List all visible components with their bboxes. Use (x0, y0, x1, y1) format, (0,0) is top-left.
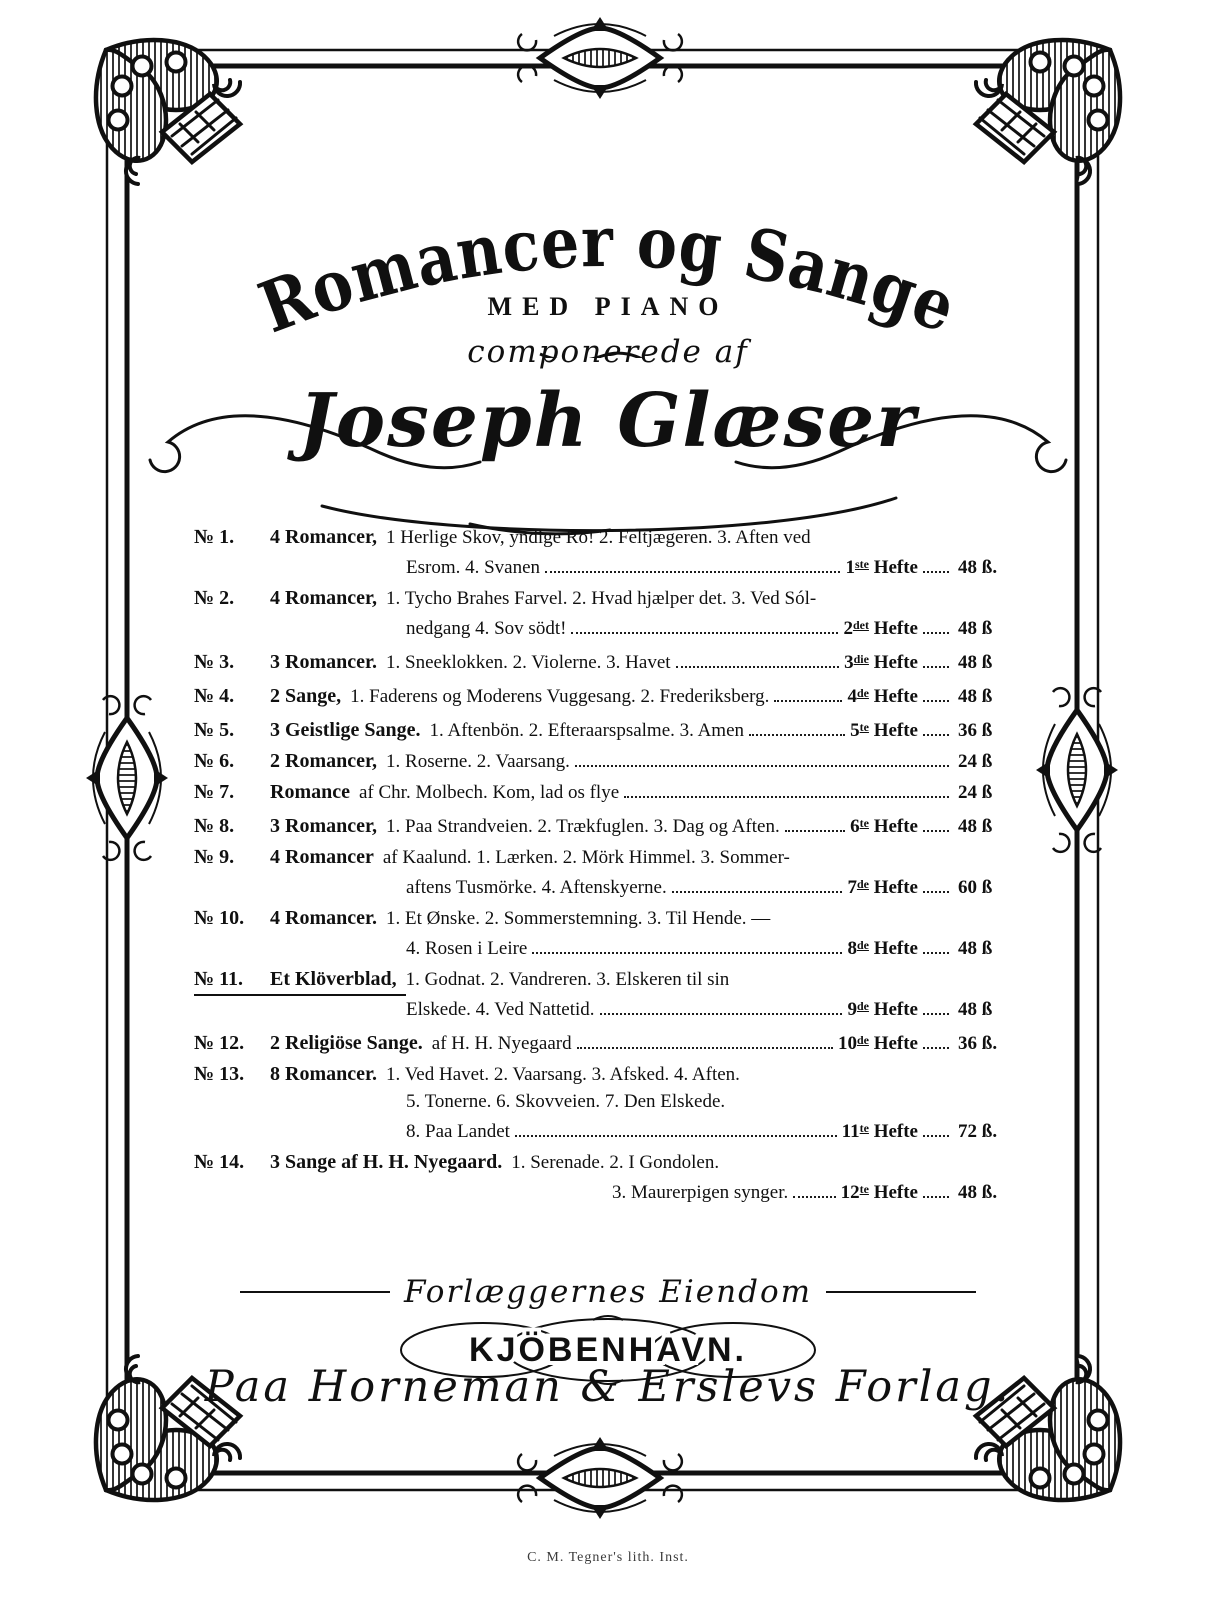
item-price: 48 ß (958, 652, 993, 673)
item-text: 1. Tycho Brahes Farvel. 2. Hvad hjælper det. 3. Ved Sól- (386, 588, 817, 609)
hefte-label (850, 810, 918, 840)
dotted-leader (515, 1119, 837, 1137)
hefte-number: 3 (844, 652, 854, 673)
catalog-line (194, 1149, 1010, 1176)
item-number: № 13. (194, 1063, 245, 1085)
catalog-item (194, 810, 1010, 840)
hefte-word: Hefte (873, 938, 918, 959)
hefte-ordinal: de (856, 686, 869, 700)
item-price: 48 ß (958, 618, 993, 639)
catalog-line (194, 844, 1010, 871)
item-title: 3 Geistlige Sange. (270, 719, 421, 741)
underline-wrap (194, 966, 406, 996)
dotted-leader (923, 718, 949, 736)
item-text: af Kaalund. 1. Lærken. 2. Mörk Himmel. 3. Sommer- (382, 847, 790, 868)
hefte-word: Hefte (873, 816, 918, 837)
item-title: 4 Romancer, (270, 526, 378, 548)
catalog-line (194, 1061, 1010, 1088)
dotted-leader (923, 814, 949, 832)
dotted-leader (749, 718, 845, 736)
catalog-item (194, 646, 1010, 676)
dotted-leader (672, 875, 843, 893)
item-text: 5. Tonerne. 6. Skovveien. 7. Den Elskede. (406, 1091, 726, 1112)
item-number: № 4. (194, 685, 235, 707)
item-number: № 1. (194, 526, 235, 548)
hefte-word: Hefte (873, 618, 918, 639)
catalog-item (194, 524, 1010, 581)
item-title: 3 Romancer. (270, 651, 378, 673)
item-price: 48 ß (958, 938, 993, 959)
catalog-line (194, 905, 1010, 932)
hefte-label (844, 646, 918, 676)
item-text: af H. H. Nyegaard (431, 1033, 572, 1054)
dotted-leader (923, 684, 949, 702)
item-text: 4. Rosen i Leire (406, 938, 528, 959)
dotted-leader (923, 997, 949, 1015)
hefte-number: 5 (850, 720, 860, 741)
item-text: Esrom. 4. Svanen (406, 557, 541, 578)
catalog-line (194, 714, 1010, 744)
hefte-ordinal: de (856, 1033, 869, 1047)
hefte-ordinal: de (856, 938, 869, 952)
item-text: 1. Sneeklokken. 2. Violerne. 3. Havet (386, 652, 671, 673)
item-price: 24 ß (958, 782, 993, 803)
rule-right (826, 1291, 976, 1294)
item-number: № 5. (194, 719, 235, 741)
hefte-word: Hefte (873, 1033, 918, 1054)
catalog-item (194, 966, 1010, 1023)
hefte-number: 8 (847, 938, 857, 959)
item-price: 48 ß (958, 686, 993, 707)
hefte-word: Hefte (873, 557, 918, 578)
catalog-line (194, 779, 1010, 806)
hefte-label (847, 871, 918, 901)
catalog-line (194, 1027, 1010, 1057)
item-text: 1. Roserne. 2. Vaarsang. (386, 751, 570, 772)
dotted-leader (600, 997, 843, 1015)
item-text: 1. Aftenbön. 2. Efteraarspsalme. 3. Amen (429, 720, 745, 741)
catalog-line (194, 810, 1010, 840)
item-number: № 8. (194, 815, 235, 837)
item-number: № 2. (194, 587, 235, 609)
dotted-leader (923, 616, 949, 634)
hefte-ordinal: te (859, 1121, 869, 1135)
hefte-word: Hefte (873, 877, 918, 898)
item-text: 1. Faderens og Moderens Vuggesang. 2. Frederiksberg. (350, 686, 770, 707)
dotted-leader (923, 1031, 949, 1049)
catalog-line (194, 748, 1010, 775)
item-title: 3 Sange af H. H. Nyegaard. (270, 1151, 503, 1173)
catalog-line (194, 932, 1010, 962)
item-number: № 3. (194, 651, 235, 673)
hefte-number: 7 (847, 877, 857, 898)
main-title-arch (0, 128, 1216, 358)
item-price: 48 ß. (958, 557, 998, 578)
hefte-word: Hefte (873, 652, 918, 673)
hefte-label (845, 551, 918, 581)
item-number: № 10. (194, 907, 245, 929)
item-text: 1. Et Ønske. 2. Sommerstemning. 3. Til Hende. — (386, 908, 771, 929)
item-text: 1 Herlige Skov, yndige Ro! 2. Feltjægeren. 3. Aften ved (386, 527, 811, 548)
imprint-line: C. M. Tegner's lith. Inst. (527, 1550, 689, 1565)
dotted-leader (577, 1031, 833, 1049)
hefte-number: 2 (843, 618, 853, 639)
catalog-item (194, 585, 1010, 642)
property-line (0, 1274, 1216, 1310)
hefte-label (847, 993, 918, 1023)
item-title: Et Klöverblad, (270, 968, 397, 990)
cartouche-right-center (1036, 688, 1118, 852)
item-text: Elskede. 4. Ved Nattetid. (406, 999, 595, 1020)
byline: componerede af (467, 334, 749, 370)
catalog-line (194, 1088, 1010, 1115)
dotted-leader (676, 650, 840, 668)
catalog-item (194, 905, 1010, 962)
hefte-ordinal: te (859, 720, 869, 734)
item-text: 1. Godnat. 2. Vandreren. 3. Elskeren til sin (405, 969, 730, 990)
catalog-line (194, 551, 1010, 581)
hefte-number: 9 (847, 999, 857, 1020)
item-price: 36 ß (958, 720, 993, 741)
hefte-ordinal: die (853, 652, 869, 666)
catalog-line (194, 585, 1010, 612)
dotted-leader (923, 936, 949, 954)
catalog-item (194, 680, 1010, 710)
item-text: 1. Paa Strandveien. 2. Trækfuglen. 3. Dag og Aften. (386, 816, 780, 837)
cartouche-top-center (518, 17, 682, 99)
hefte-ordinal: de (856, 877, 869, 891)
hefte-label (850, 714, 918, 744)
item-text: nedgang 4. Sov södt! (406, 618, 567, 639)
hefte-number: 12 (840, 1182, 860, 1203)
hefte-ordinal: de (856, 999, 869, 1013)
catalog-line (194, 646, 1010, 676)
item-text: af Chr. Molbech. Kom, lad os flye (358, 782, 620, 803)
item-title: 2 Religiöse Sange. (270, 1032, 423, 1054)
hefte-word: Hefte (873, 999, 918, 1020)
item-text: 1. Serenade. 2. I Gondolen. (511, 1152, 720, 1173)
item-number: № 12. (194, 1032, 245, 1054)
hefte-label (847, 932, 918, 962)
dotted-leader (575, 749, 949, 767)
dotted-leader (923, 1180, 949, 1198)
hefte-label (847, 680, 918, 710)
item-price: 48 ß (958, 999, 993, 1020)
hefte-ordinal: det (852, 618, 869, 632)
item-price: 48 ß (958, 816, 993, 837)
item-number: № 14. (194, 1151, 245, 1173)
catalog-item (194, 779, 1010, 806)
item-title: 4 Romancer, (270, 587, 378, 609)
cartouche-bottom-center (518, 1437, 682, 1519)
catalog-line (194, 612, 1010, 642)
item-price: 48 ß. (958, 1182, 998, 1203)
catalog-line (194, 871, 1010, 901)
catalog-item (194, 748, 1010, 775)
hefte-label (838, 1027, 918, 1057)
catalog-line (194, 524, 1010, 551)
hefte-number: 1 (845, 557, 855, 578)
item-title: 4 Romancer. (270, 907, 378, 929)
rule-left (240, 1291, 390, 1294)
dotted-leader (785, 814, 845, 832)
dotted-leader (624, 780, 949, 798)
composer-name: Joseph Glæser (298, 378, 918, 464)
hefte-label (843, 612, 918, 642)
publisher-line: Paa Horneman & Erslevs Forlag. (204, 1362, 1012, 1412)
catalog-line (194, 1176, 1010, 1206)
item-text: 3. Maurerpigen synger. (612, 1182, 789, 1203)
item-title: Romance (270, 781, 350, 803)
property-text: Forlæggernes Eiendom (403, 1274, 813, 1310)
hefte-ordinal: ste (854, 557, 869, 571)
item-number: № 9. (194, 846, 235, 868)
hefte-label (842, 1115, 918, 1145)
hefte-number: 4 (847, 686, 857, 707)
dotted-leader (923, 650, 949, 668)
catalog-line (194, 966, 1010, 993)
hefte-ordinal: te (859, 1182, 869, 1196)
catalog-item (194, 1149, 1010, 1206)
city-label: KJÖBENHAVN. (469, 1331, 747, 1369)
hefte-number: 10 (837, 1033, 857, 1054)
item-price: 60 ß (958, 877, 993, 898)
dotted-leader (532, 936, 842, 954)
subtitle: MED PIANO (487, 292, 729, 321)
hefte-number: 6 (850, 816, 860, 837)
catalog-line (194, 1115, 1010, 1145)
catalog-item (194, 844, 1010, 901)
item-price: 72 ß. (958, 1121, 998, 1142)
hefte-ordinal: te (859, 816, 869, 830)
hefte-word: Hefte (873, 686, 918, 707)
catalog-item (194, 714, 1010, 744)
hefte-number: 11 (841, 1121, 860, 1142)
item-title: 2 Sange, (270, 685, 342, 707)
item-text: 8. Paa Landet (406, 1121, 510, 1142)
page-title: Romancer og Sange (248, 199, 974, 352)
dotted-leader (545, 555, 840, 573)
dotted-leader (774, 684, 842, 702)
item-price: 24 ß (958, 751, 993, 772)
catalog-item (194, 1027, 1010, 1057)
dotted-leader (923, 1119, 949, 1137)
item-title: 4 Romancer (270, 846, 374, 868)
hefte-word: Hefte (873, 720, 918, 741)
cartouche-left-center (86, 696, 168, 860)
item-price: 36 ß. (958, 1033, 998, 1054)
item-title: 8 Romancer. (270, 1063, 378, 1085)
hefte-word: Hefte (873, 1182, 918, 1203)
catalog-list (194, 524, 1010, 1210)
hefte-word: Hefte (873, 1121, 918, 1142)
dotted-leader (923, 555, 949, 573)
item-text: aftens Tusmörke. 4. Aftenskyerne. (406, 877, 667, 898)
hefte-label (841, 1176, 918, 1206)
dotted-leader (793, 1180, 835, 1198)
catalog-item (194, 1061, 1010, 1145)
item-text: 1. Ved Havet. 2. Vaarsang. 3. Afsked. 4. Aften. (386, 1064, 740, 1085)
item-title: 2 Romancer, (270, 750, 378, 772)
item-title: 3 Romancer, (270, 815, 378, 837)
item-number: № 7. (194, 781, 235, 803)
dotted-leader (923, 875, 949, 893)
item-number: № 6. (194, 750, 235, 772)
catalog-line (194, 680, 1010, 710)
catalog-line (194, 993, 1010, 1023)
item-number: № 11. (194, 968, 243, 990)
dotted-leader (571, 616, 838, 634)
